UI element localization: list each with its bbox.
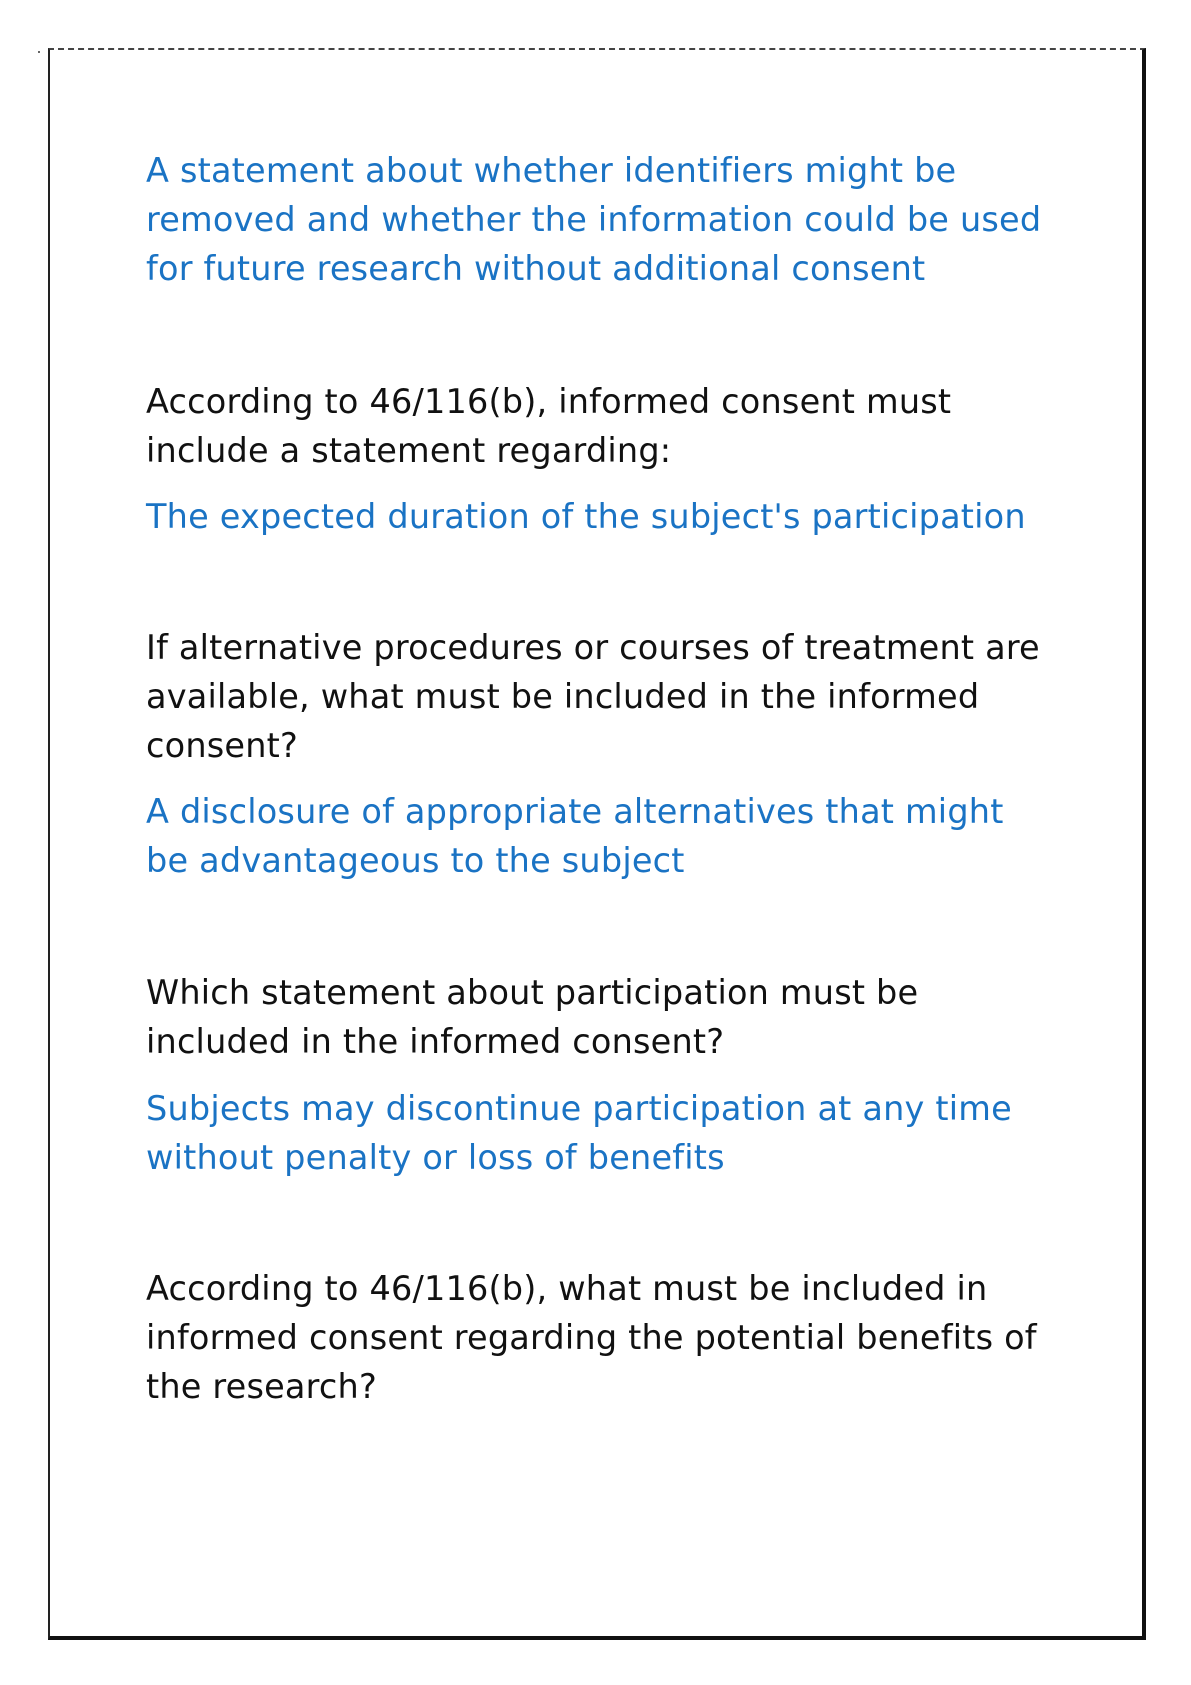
answer-identifiers-removal: A statement about whether identifiers might be removed and whether the information could be used for future research without additional consent	[146, 151, 1042, 288]
question-participation-statement: Which statement about participation must be included in the informed consent?	[146, 973, 919, 1061]
question-potential-benefits: According to 46/116(b), what must be included in informed consent regarding the potential benefits of the research?	[146, 1269, 1037, 1406]
answer-disclosure-alternatives: A disclosure of appropriate alternatives that might be advantageous to the subject	[146, 792, 1004, 880]
question-informed-consent-statement: According to 46/116(b), informed consent must include a statement regarding:	[146, 382, 952, 470]
page-mark	[38, 51, 40, 53]
answer-discontinue-participation: Subjects may discontinue participation at any time without penalty or loss of benefits	[146, 1089, 1012, 1177]
answer-expected-duration: The expected duration of the subject's participation	[146, 497, 1026, 536]
question-alternative-procedures: If alternative procedures or courses of treatment are available, what must be included in the informed consent?	[146, 628, 1040, 765]
